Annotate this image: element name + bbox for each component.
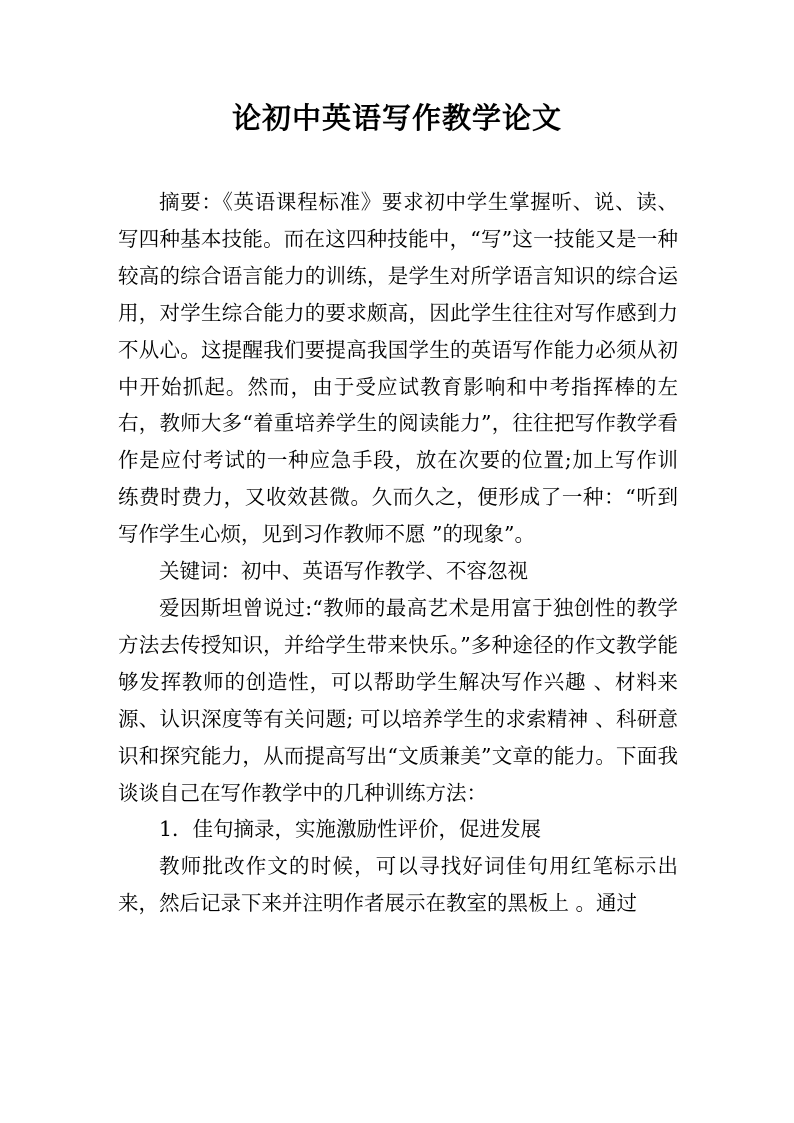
document-title: 论初中英语写作教学论文	[231, 101, 562, 135]
document-body	[118, 184, 678, 922]
section-heading: 1．佳句摘录，实施激励性评价，促进发展	[159, 817, 542, 842]
intro-paragraph: 爱因斯坦曾说过:“教师的最高艺术是用富于独创性的教学方法去传授知识，并给学生带来快乐。”多种途径的作文教学能够发挥教师的创造性，可以帮助学生解决写作兴趣 、材料来源、认识深度等有关问题; 可以培养学生的求索精神 、科研意识和探究能力，从而提高写出“文质兼美”文章的能力。下面我谈谈自己在写作教学中的几种训练方法：	[118, 595, 678, 805]
abstract-paragraph: 摘要：《英语课程标准》要求初中学生掌握听、说、读、写四种基本技能。而在这四种技能中，“写”这一技能又是一种较高的综合语言能力的训练，是学生对所学语言知识的综合运用，对学生综合能力的要求颇高，因此学生往往对写作感到力不从心。这提醒我们要提高我国学生的英语写作能力必须从初中开始抓起。然而，由于受应试教育影响和中考指挥棒的左右，教师大多“着重培养学生的阅读能力”，往往把写作教学看作是应付考试的一种应急手段，放在次要的位置;加上写作训练费时费力，又收效甚微。久而久之，便形成了一种：“听到写作学生心烦，见到习作教师不愿 ”的现象”。	[118, 190, 678, 547]
keywords-paragraph: 关键词：初中、英语写作教学、不容忽视	[159, 559, 528, 584]
section-paragraph: 教师批改作文的时候，可以寻找好词佳句用红笔标示出来，然后记录下来并注明作者展示在教室的黑板上 。通过	[118, 854, 678, 916]
